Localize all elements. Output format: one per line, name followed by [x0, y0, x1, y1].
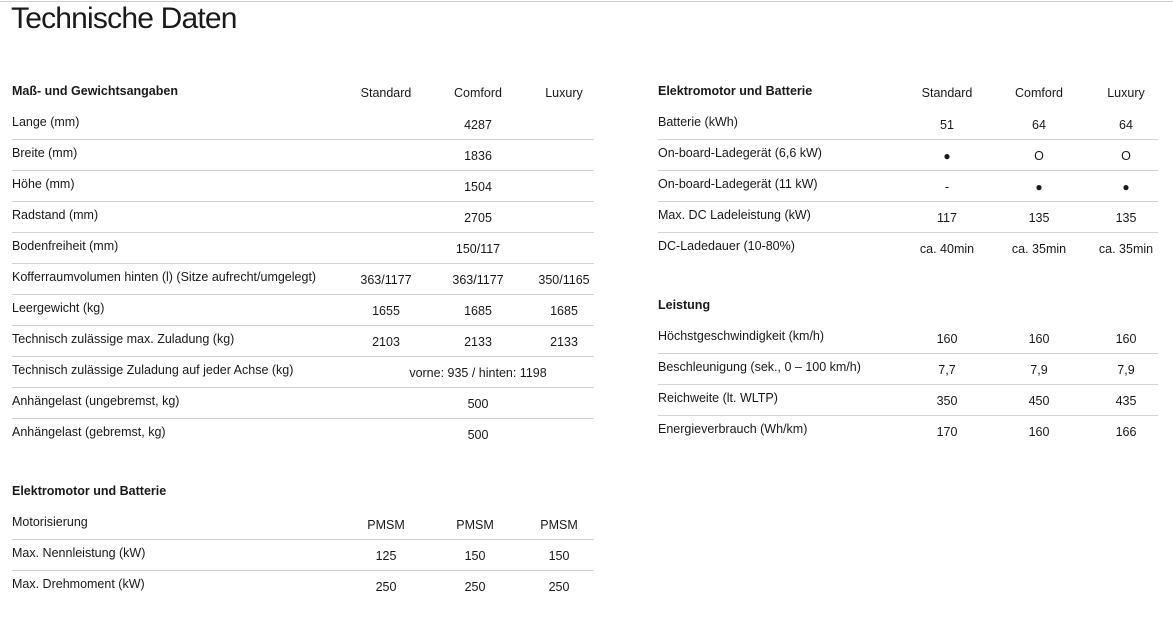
row-label: Batterie (kWh)	[658, 115, 738, 129]
row-label: Max. Nennleistung (kW)	[12, 546, 146, 560]
row-value-luxury: 135	[1115, 211, 1137, 225]
row-value-luxury: 160	[1115, 332, 1137, 346]
row-value-all: 1836	[464, 149, 492, 163]
row-label: Breite (mm)	[12, 146, 78, 160]
row-value-luxury: PMSM	[540, 518, 578, 532]
row-label: DC-Ladedauer (10-80%)	[658, 239, 795, 253]
column-header-luxury: Luxury	[1107, 86, 1145, 100]
row-value-comford: 160	[1028, 332, 1050, 346]
row-value-standard: 363/1177	[360, 273, 412, 287]
section-title: Elektromotor und Batterie	[658, 84, 813, 98]
table-row	[12, 140, 594, 171]
row-label: Höchstgeschwindigkeit (km/h)	[658, 329, 825, 343]
row-label: On-board-Ladegerät (6,6 kW)	[658, 146, 822, 160]
row-value-comford: 363/1177	[452, 273, 504, 287]
row-value-luxury: 2133	[550, 335, 578, 349]
row-value-all: 150/117	[455, 242, 501, 256]
row-value-luxury: ca. 35min	[1098, 242, 1154, 256]
column-header-luxury: Luxury	[545, 86, 583, 100]
row-label: Anhängelast (ungebremst, kg)	[12, 394, 180, 408]
row-value-luxury: ●	[1122, 180, 1130, 194]
row-value-comford: 135	[1028, 211, 1050, 225]
row-value-standard: 250	[375, 580, 397, 594]
section-header	[12, 478, 594, 509]
table-row	[658, 202, 1158, 233]
section-title: Maß- und Gewichtsangaben	[12, 84, 178, 98]
table-row	[12, 357, 594, 388]
row-value-all: vorne: 935 / hinten: 1198	[409, 366, 547, 380]
row-value-comford: PMSM	[456, 518, 494, 532]
table-row	[12, 264, 594, 295]
row-value-comford: 160	[1028, 425, 1050, 439]
row-value-standard: ●	[943, 149, 951, 163]
row-value-standard: 117	[937, 211, 957, 225]
row-label: Anhängelast (gebremst, kg)	[12, 425, 166, 439]
row-value-comford: O	[1034, 149, 1044, 163]
row-value-luxury: 435	[1115, 394, 1137, 408]
table-row	[658, 385, 1158, 416]
row-value-comford: 150	[464, 549, 486, 563]
row-label: Motorisierung	[12, 515, 88, 529]
row-label: On-board-Ladegerät (11 kW)	[658, 177, 818, 191]
section-title: Leistung	[658, 298, 711, 312]
row-value-standard: 2103	[372, 335, 400, 349]
page-title: Technische Daten	[11, 2, 237, 35]
row-value-all: 4287	[464, 118, 492, 132]
row-label: Bodenfreiheit (mm)	[12, 239, 119, 253]
table-row	[12, 326, 594, 357]
table-row	[12, 419, 594, 449]
table-row	[12, 540, 594, 571]
row-label: Beschleunigung (sek., 0 – 100 km/h)	[658, 360, 861, 374]
table-row	[658, 171, 1158, 202]
section-title: Elektromotor und Batterie	[12, 484, 167, 498]
row-value-standard: 125	[375, 549, 397, 563]
row-value-comford: 64	[1032, 118, 1046, 132]
column-header-comford: Comford	[1015, 86, 1063, 100]
row-label: Leergewicht (kg)	[12, 301, 105, 315]
row-value-luxury: 350/1165	[538, 273, 590, 287]
table-row	[658, 109, 1158, 140]
row-value-luxury: 64	[1119, 118, 1133, 132]
section-header	[658, 78, 1158, 109]
row-label: Lange (mm)	[12, 115, 80, 129]
row-value-comford: 1685	[464, 304, 492, 318]
row-value-standard: PMSM	[367, 518, 405, 532]
table-row	[658, 354, 1158, 385]
table-row	[12, 388, 594, 419]
table-row	[12, 571, 594, 601]
table-row	[12, 233, 594, 264]
row-value-luxury: 166	[1115, 425, 1137, 439]
row-value-standard: 350	[936, 394, 958, 408]
table-row	[658, 323, 1158, 354]
table-row	[658, 416, 1158, 446]
row-label: Höhe (mm)	[12, 177, 75, 191]
row-value-luxury: 150	[548, 549, 570, 563]
section-header	[658, 292, 1158, 323]
section-header	[12, 78, 594, 109]
row-value-comford: ca. 35min	[1011, 242, 1067, 256]
row-value-luxury: 7,9	[1117, 363, 1135, 377]
row-value-all: 500	[467, 397, 489, 411]
performance-table	[658, 292, 1158, 446]
table-row	[12, 109, 594, 140]
table-row	[12, 171, 594, 202]
row-label: Max. Drehmoment (kW)	[12, 577, 145, 591]
row-value-luxury: 250	[548, 580, 570, 594]
motor-table	[12, 478, 594, 601]
row-value-comford: 450	[1028, 394, 1050, 408]
row-value-luxury: 1685	[550, 304, 578, 318]
table-row	[12, 295, 594, 326]
dimensions-table	[12, 78, 594, 449]
battery-table	[658, 78, 1158, 263]
row-value-all: 2705	[464, 211, 492, 225]
row-value-all: 500	[467, 428, 489, 442]
row-value-comford: ●	[1035, 180, 1043, 194]
row-value-comford: 2133	[464, 335, 492, 349]
row-value-standard: -	[944, 180, 950, 194]
row-value-luxury: O	[1121, 149, 1131, 163]
row-value-comford: 7,9	[1030, 363, 1048, 377]
row-value-standard: ca. 40min	[919, 242, 975, 256]
table-row	[658, 140, 1158, 171]
row-value-standard: 7,7	[938, 363, 956, 377]
row-value-all: 1504	[464, 180, 492, 194]
row-value-standard: 160	[936, 332, 958, 346]
table-row	[12, 509, 594, 540]
column-header-comford: Comford	[454, 86, 502, 100]
column-header-standard: Standard	[360, 86, 412, 100]
row-label: Max. DC Ladeleistung (kW)	[658, 208, 811, 222]
row-label: Energieverbrauch (Wh/km)	[658, 422, 808, 436]
row-value-standard: 1655	[372, 304, 400, 318]
row-value-comford: 250	[464, 580, 486, 594]
row-value-standard: 170	[936, 425, 958, 439]
row-label: Technisch zulässige Zuladung auf jeder Achse (kg)	[12, 363, 294, 377]
row-label: Technisch zulässige max. Zuladung (kg)	[12, 332, 235, 346]
row-label: Kofferraumvolumen hinten (l) (Sitze aufrecht/umgelegt)	[12, 270, 317, 284]
table-row	[658, 233, 1158, 263]
table-row	[12, 202, 594, 233]
row-value-standard: 51	[940, 118, 954, 132]
column-header-standard: Standard	[921, 86, 973, 100]
row-label: Radstand (mm)	[12, 208, 99, 222]
row-label: Reichweite (lt. WLTP)	[658, 391, 778, 405]
